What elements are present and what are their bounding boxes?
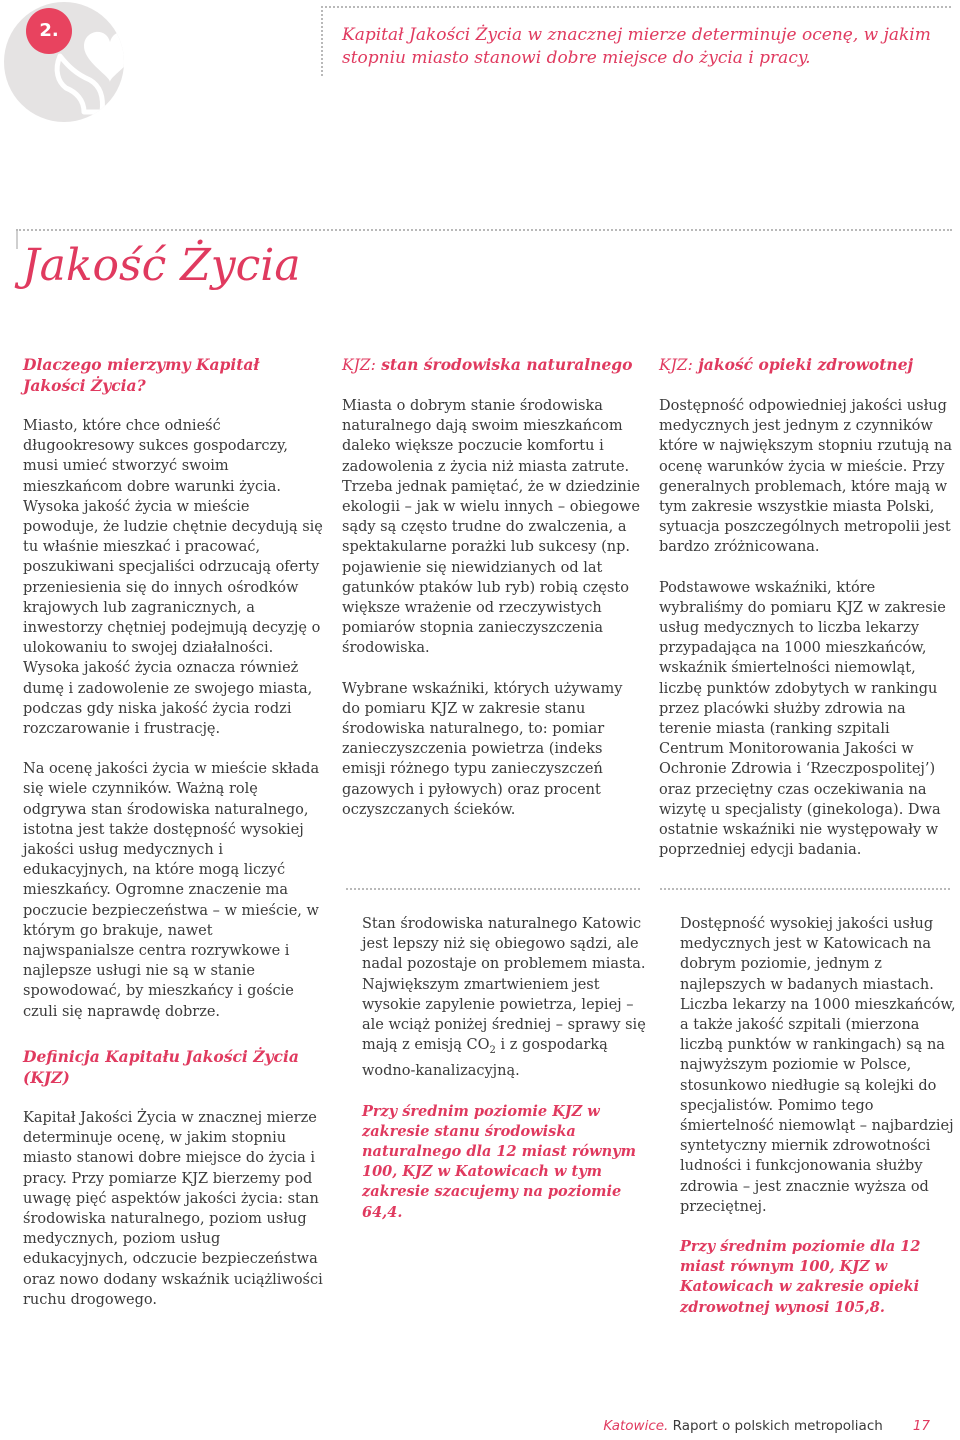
healthcare-summary-box — [660, 890, 960, 1358]
environment-summary-box — [346, 890, 672, 1263]
footer-brand: Katowice. — [603, 1418, 669, 1434]
paragraph: Dostępność odpowiedniej jakości usług medycznych jest jednym z czynników które w największym stopniu rzutują na ocenę warunków życia w mieście. Przy generalnych problemach, które mają w tym zakresie wszystkie miasta Polski, sytuacja poszczególnych metropolii jest bardzo zróżnicowana. — [659, 398, 953, 556]
paragraph: Miasto, które chce odnieść długookresowy sukces gospodarczy, musi umieć stworzyć swoim mieszkańcom dobre warunki życia. Wysoka jakość życia w mieście powoduje, że ludzie chętnie decydują się tu właśnie mieszkać i pracować, poszukiwani specjaliści odrzucają oferty przeniesienia się do innych ośrodków krajowych lub zagranicznych, a inwestorzy chętniej podejmują decyzję o ulokowaniu to swojej działalności. Wysoka jakość życia oznacza również dumę i zadowolenie ze swojego miasta, podczas gdy niska jakość życia rodzi rozczarowanie i frustrację. — [23, 418, 323, 738]
page-footer — [603, 1418, 930, 1434]
heading-healthcare — [659, 354, 959, 376]
footer-text: Raport o polskich metropoliach — [668, 1418, 883, 1434]
heading-environment — [342, 354, 642, 376]
box-paragraph: Dostępność wysokiej jakości usług medycznych jest w Katowicach na dobrym poziomie, jednym z najlepszych w badanych miastach. Liczba lekarzy na 1000 mieszkańców, a także jakość szpitali (mierzona liczbą punktów w rankingach) są na najwyższym poziomie w Polsce, stosunkowo niedługie są kolejki do specjalistów. Pomimo tego śmiertelność niemowląt – najbardziej syntetyczny miernik zdrowotności ludności i funkcjonowania służby zdrowia – jest znacznie wyższa od przeciętnej. — [680, 916, 956, 1215]
column-why-measure — [23, 354, 323, 1330]
page-title: Jakość Życia — [22, 240, 301, 291]
section-number: 2. — [26, 8, 72, 54]
title-rule — [16, 229, 952, 231]
header-divider — [321, 6, 323, 76]
subscript: 2 — [489, 1045, 496, 1057]
box-text: Stan środowiska naturalnego Katowic jest lepszy niż się obiegowo sądzi, ale nadal pozostaje on problemem miasta. Największym zmartwieniem jest wysokie zapylenie powietrza, lepiej – ale wciąż poniżej średniej – sprawy się mają z emisją CO — [362, 916, 646, 1054]
box-text: i z gospodarką wodno-kanalizacyjną. — [362, 1037, 608, 1080]
heading-text: jakość opieki zdrowotnej — [698, 355, 914, 374]
header-divider-top — [321, 6, 951, 8]
section-badge — [4, 2, 124, 122]
header-quote: Kapitał Jakości Życia w znacznej mierze determinuje ocenę, w jakim stopniu miasto stanowi dobre miejsce do życia i pracy. — [342, 25, 931, 68]
box-paragraph — [362, 914, 656, 1082]
paragraph: Kapitał Jakości Życia w znacznej mierze determinuje ocenę, w jakim stopniu miasto stanowi dobre miejsce do życia i pracy. Przy pomiarze KJZ bierzemy pod uwagę pięć aspektów jakości życia: stan środowiska naturalnego, poziom usług medycznych, poziom usług edukacyjnych, odczucie bezpieczeństwa oraz nowo dodany wskaźnik uciążliwości ruchu drogowego. — [23, 1109, 323, 1308]
box-highlight: Przy średnim poziomie KJZ w zakresie stanu środowiska naturalnego dla 12 miast równym 100, KJZ w Katowicach w tym zakresie szacujemy na poziomie 64,4. — [362, 1102, 636, 1221]
paragraph: Na ocenę jakości życia w mieście składa się wiele czynników. Ważną rolę odgrywa stan środowiska naturalnego, istotna jest także dostępność wysokiej jakości usług medycznych i edukacyjnych, na które mogą liczyć mieszkańcy. Ogromne znaczenie ma poczucie bezpieczeństwa – w mieście, w którym go brakuje, nawet najwspanialsze centra rozrywkowe i najlepsze usługi nie są w stanie spowodować, by mieszkańcy i goście czuli się naprawdę dobrze. — [23, 761, 320, 1020]
column-environment — [342, 354, 642, 840]
heading-definition: Definicja Kapitału Jakości Życia (KJZ) — [23, 1046, 299, 1087]
title-rule-vertical — [16, 229, 18, 249]
heading-why-measure: Dlaczego mierzymy Kapitał Jakości Życia? — [23, 355, 260, 395]
paragraph: Wybrane wskaźniki, których używamy do pomiaru KJZ w zakresie stanu środowiska naturalnego, to: pomiar zanieczyszczenia powietrza (indeks emisji różnego typu zanieczyszczeń gazowych i pyłowych) oraz procent oczyszczanych ścieków. — [342, 680, 623, 818]
box-highlight: Przy średnim poziomie dla 12 miast równym 100, KJZ w Katowicach w zakresie opieki zdrowotnej wynosi 105,8. — [680, 1238, 921, 1316]
paragraph: Podstawowe wskaźniki, które wybraliśmy do pomiaru KJZ w zakresie usług medycznych to liczba lekarzy przypadająca na 1000 mieszkańców, wskaźnik śmiertelności niemowląt, liczbę punktów zdobytych w rankingu przez placówki służby zdrowia na terenie miasta (ranking szpitali Centrum Monitorowania Jakości w Ochronie Zdrowia i ‘Rzeczpospolitej’) oraz przeciętny czas oczekiwania na wizytę u specjalisty (ginekologa). Dwa ostatnie wskaźniki nie występowały w poprzedniej edycji badania. — [659, 579, 946, 859]
column-healthcare — [659, 354, 959, 880]
page-number: 17 — [912, 1418, 930, 1434]
heading-text: stan środowiska naturalnego — [381, 355, 633, 374]
heading-label: KJZ: — [659, 356, 693, 374]
paragraph: Miasta o dobrym stanie środowiska naturalnego dają swoim mieszkańcom daleko większe poczucie komfortu i zadowolenia z życia niż miasta zatrute. Trzeba jednak pamiętać, że w dziedzinie ekologii – jak w wielu innych – obiegowe sądy są często trudne do zwalczenia, a spektakularne porażki lub sukcesy (np. pojawienie się niewidzianych od lat gatunków ptaków lub ryb) robią często większe wrażenie od rzeczywistych pomiarów stopnia zanieczyszczenia środowiska. — [342, 398, 640, 657]
heading-label: KJZ: — [342, 356, 376, 374]
